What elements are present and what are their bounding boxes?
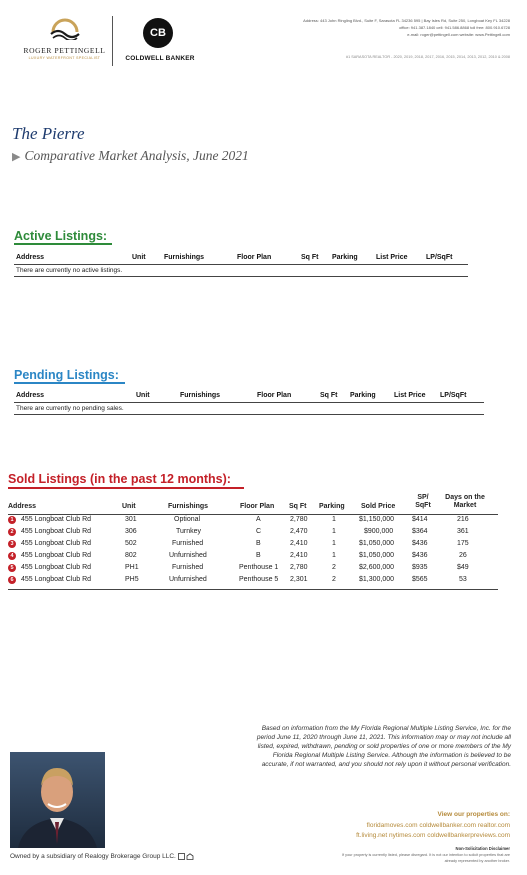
col-floor-plan: Floor Plan [237, 254, 272, 261]
cell-sqft: 2,410 [290, 540, 308, 547]
ownership-text: Owned by a subsidiary of Realogy Brokerage Group LLC. [10, 853, 176, 861]
sunrise-wave-icon [50, 18, 80, 40]
table-row [8, 551, 498, 563]
contact-phones: office: 941.387.1840 cell: 941.586.8868 toll free: 800.910.6728 [399, 25, 510, 31]
cell-sqft: 2,301 [290, 576, 308, 583]
map-pin-icon: 5 [8, 564, 16, 572]
non-solicitation-text: If your property is currently listed, please disregard. It is not our intention to solicit properties that are already represented by another broker. [342, 853, 510, 863]
cell-days: 175 [457, 540, 469, 547]
col-floor-plan: Floor Plan [240, 503, 275, 510]
cell-sp-sqft: $436 [412, 552, 428, 559]
col-furnishings: Furnishings [180, 392, 221, 399]
pending-listings-heading: Pending Listings: [14, 368, 119, 382]
active-bottom-rule [14, 276, 468, 277]
col-furnishings: Furnishings [164, 254, 205, 261]
table-row [8, 539, 498, 551]
cell-parking: 2 [332, 564, 336, 571]
cell-unit: PH1 [125, 564, 139, 571]
cell-sold-price: $900,000 [364, 528, 394, 535]
col-address: Address [16, 254, 45, 261]
non-solicitation-title: Non-Solicitation Disclaimer [455, 846, 510, 851]
col-unit: Unit [122, 503, 136, 510]
cell-unit: 502 [125, 540, 137, 547]
cb-brand-name: COLDWELL BANKER [125, 55, 195, 62]
sold-underline [8, 487, 244, 489]
pending-table-header [14, 392, 484, 402]
col-parking: Parking [350, 392, 376, 399]
col-sqft: Sq Ft [289, 503, 307, 510]
col-parking: Parking [319, 503, 345, 510]
cell-unit: 802 [125, 552, 137, 559]
website-links-row-2[interactable]: ft.living.net nytimes.com coldwellbankerpreviews.com [356, 832, 510, 839]
cell-sold-price: $1,300,000 [359, 576, 395, 583]
cell-furnishings: Optional [174, 516, 201, 523]
cell-address: 455 Longboat Club Rd [21, 564, 92, 571]
col-sqft: Sq Ft [301, 254, 319, 261]
cell-furnishings: Furnished [172, 540, 204, 547]
cell-parking: 1 [332, 540, 336, 547]
col-lp-sqft: LP/SqFt [440, 392, 467, 399]
col-days-on-market: Days on the Market [445, 494, 485, 509]
cb-seal-icon: CB [143, 18, 173, 48]
contact-email-web: e-mail: roger@pettingell.com website: www.Pettingell.com [407, 32, 510, 38]
col-sqft: Sq Ft [320, 392, 338, 399]
header-divider [112, 16, 113, 66]
contact-address: Address: 443 John Ringling Blvd., Suite F, Sarasota FL 34236 595 | Bay Isles Rd, Suite 250, Longboat Key FL 34228 [303, 18, 510, 23]
map-pin-icon: 1 [8, 516, 16, 524]
cell-address: 455 Longboat Club Rd [21, 516, 92, 523]
cell-sqft: 2,780 [290, 564, 308, 571]
col-sold-price: Sold Price [361, 503, 396, 510]
agent-photo [10, 752, 105, 848]
cell-address: 455 Longboat Club Rd [21, 552, 92, 559]
rp-tagline: LUXURY WATERFRONT SPECIALIST [28, 56, 101, 60]
cell-parking: 2 [332, 576, 336, 583]
cell-sold-price: $1,150,000 [359, 516, 395, 523]
table-row [8, 575, 498, 587]
cell-days: $49 [457, 564, 469, 571]
roger-pettingell-logo [22, 18, 107, 64]
subtitle-text: Comparative Market Analysis, June 2021 [24, 148, 249, 163]
triangle-arrow-icon: ▶ [12, 151, 21, 163]
cell-sp-sqft: $414 [412, 516, 428, 523]
table-row [8, 563, 498, 575]
active-listings-heading: Active Listings: [14, 229, 108, 243]
map-pin-icon: 3 [8, 540, 16, 548]
view-properties-title: View our properties on: [437, 811, 510, 818]
cell-floor-plan: Penthouse 5 [239, 576, 279, 583]
active-underline [14, 243, 112, 245]
cell-sqft: 2,410 [290, 552, 308, 559]
pending-underline [14, 382, 125, 384]
contact-block [210, 17, 510, 39]
map-pin-icon: 4 [8, 552, 16, 560]
cell-address: 455 Longboat Club Rd [21, 576, 92, 583]
cell-floor-plan: Penthouse 1 [239, 564, 279, 571]
cell-furnishings: Furnished [172, 564, 204, 571]
active-empty-message: There are currently no active listings. [16, 267, 123, 274]
active-table-header [14, 254, 484, 264]
cell-unit: 301 [125, 516, 137, 523]
cell-floor-plan: C [256, 528, 262, 535]
cell-floor-plan: B [256, 540, 261, 547]
cell-floor-plan: A [256, 516, 261, 523]
sold-listings-heading: Sold Listings (in the past 12 months): [8, 472, 231, 486]
pending-empty-message: There are currently no pending sales. [16, 405, 124, 412]
cell-address: 455 Longboat Club Rd [21, 528, 92, 535]
col-furnishings: Furnishings [168, 503, 209, 510]
cell-sold-price: $1,050,000 [359, 552, 395, 559]
cell-address: 455 Longboat Club Rd [21, 540, 92, 547]
map-pin-icon: 2 [8, 528, 16, 536]
cell-furnishings: Unfurnished [169, 552, 207, 559]
col-list-price: List Price [376, 254, 408, 261]
cell-sqft: 2,780 [290, 516, 308, 523]
cell-sp-sqft: $565 [412, 576, 428, 583]
table-row [8, 527, 498, 539]
cell-parking: 1 [332, 528, 336, 535]
cell-days: 216 [457, 516, 469, 523]
col-lp-sqft: LP/SqFt [426, 254, 453, 261]
col-parking: Parking [332, 254, 358, 261]
map-pin-icon: 6 [8, 576, 16, 584]
col-sp-sqft: SP/ SqFt [415, 494, 431, 509]
awards-line: #1 SARASOTA REALTOR - 2020, 2019, 2018, 2017, 2016, 2015, 2014, 2013, 2012, 2010 & 2008 [345, 55, 510, 59]
sold-bottom-rule [8, 589, 498, 590]
cell-sp-sqft: $935 [412, 564, 428, 571]
agent-portrait-image [10, 752, 105, 848]
cell-sp-sqft: $364 [412, 528, 428, 535]
cell-parking: 1 [332, 516, 336, 523]
coldwell-banker-logo [118, 16, 202, 68]
cell-floor-plan: B [256, 552, 261, 559]
mls-disclaimer: Based on information from the My Florida Regional Multiple Listing Service, Inc. for the period June 11, 2020 through June 11, 2021. This information may or may not include all listed, expired, withdrawn, pending or sold properties of one or more members of the My Florida Regional Multiple Listing Service. Although the information is believed to be accurate, if not warranted, and you should not rely upon it without personal verification. [256, 725, 511, 768]
cell-days: 53 [459, 576, 467, 583]
cell-days: 361 [457, 528, 469, 535]
col-unit: Unit [136, 392, 150, 399]
cell-unit: PH5 [125, 576, 139, 583]
cell-sp-sqft: $436 [412, 540, 428, 547]
page-title: The Pierre [12, 124, 85, 143]
pending-bottom-rule [14, 414, 484, 415]
cell-unit: 306 [125, 528, 137, 535]
col-address: Address [16, 392, 45, 399]
table-row [8, 515, 498, 527]
cell-sqft: 2,470 [290, 528, 308, 535]
col-address: Address [8, 503, 37, 510]
cell-sold-price: $1,050,000 [359, 540, 395, 547]
col-list-price: List Price [394, 392, 426, 399]
pending-header-rule [14, 402, 484, 403]
col-unit: Unit [132, 254, 146, 261]
cell-sold-price: $2,600,000 [359, 564, 395, 571]
equal-housing-icon [178, 853, 194, 860]
cell-parking: 1 [332, 552, 336, 559]
website-links-row-1[interactable]: floridamoves.com coldwellbanker.com realtor.com [366, 822, 510, 829]
active-header-rule [14, 264, 468, 265]
page-subtitle [12, 148, 249, 164]
cell-furnishings: Turnkey [176, 528, 202, 535]
cell-days: 26 [459, 552, 467, 559]
rp-brand-name: ROGER PETTINGELL [23, 46, 106, 55]
sold-table-header [8, 492, 498, 514]
ownership-notice [10, 853, 194, 860]
col-floor-plan: Floor Plan [257, 392, 292, 399]
cell-furnishings: Unfurnished [169, 576, 207, 583]
